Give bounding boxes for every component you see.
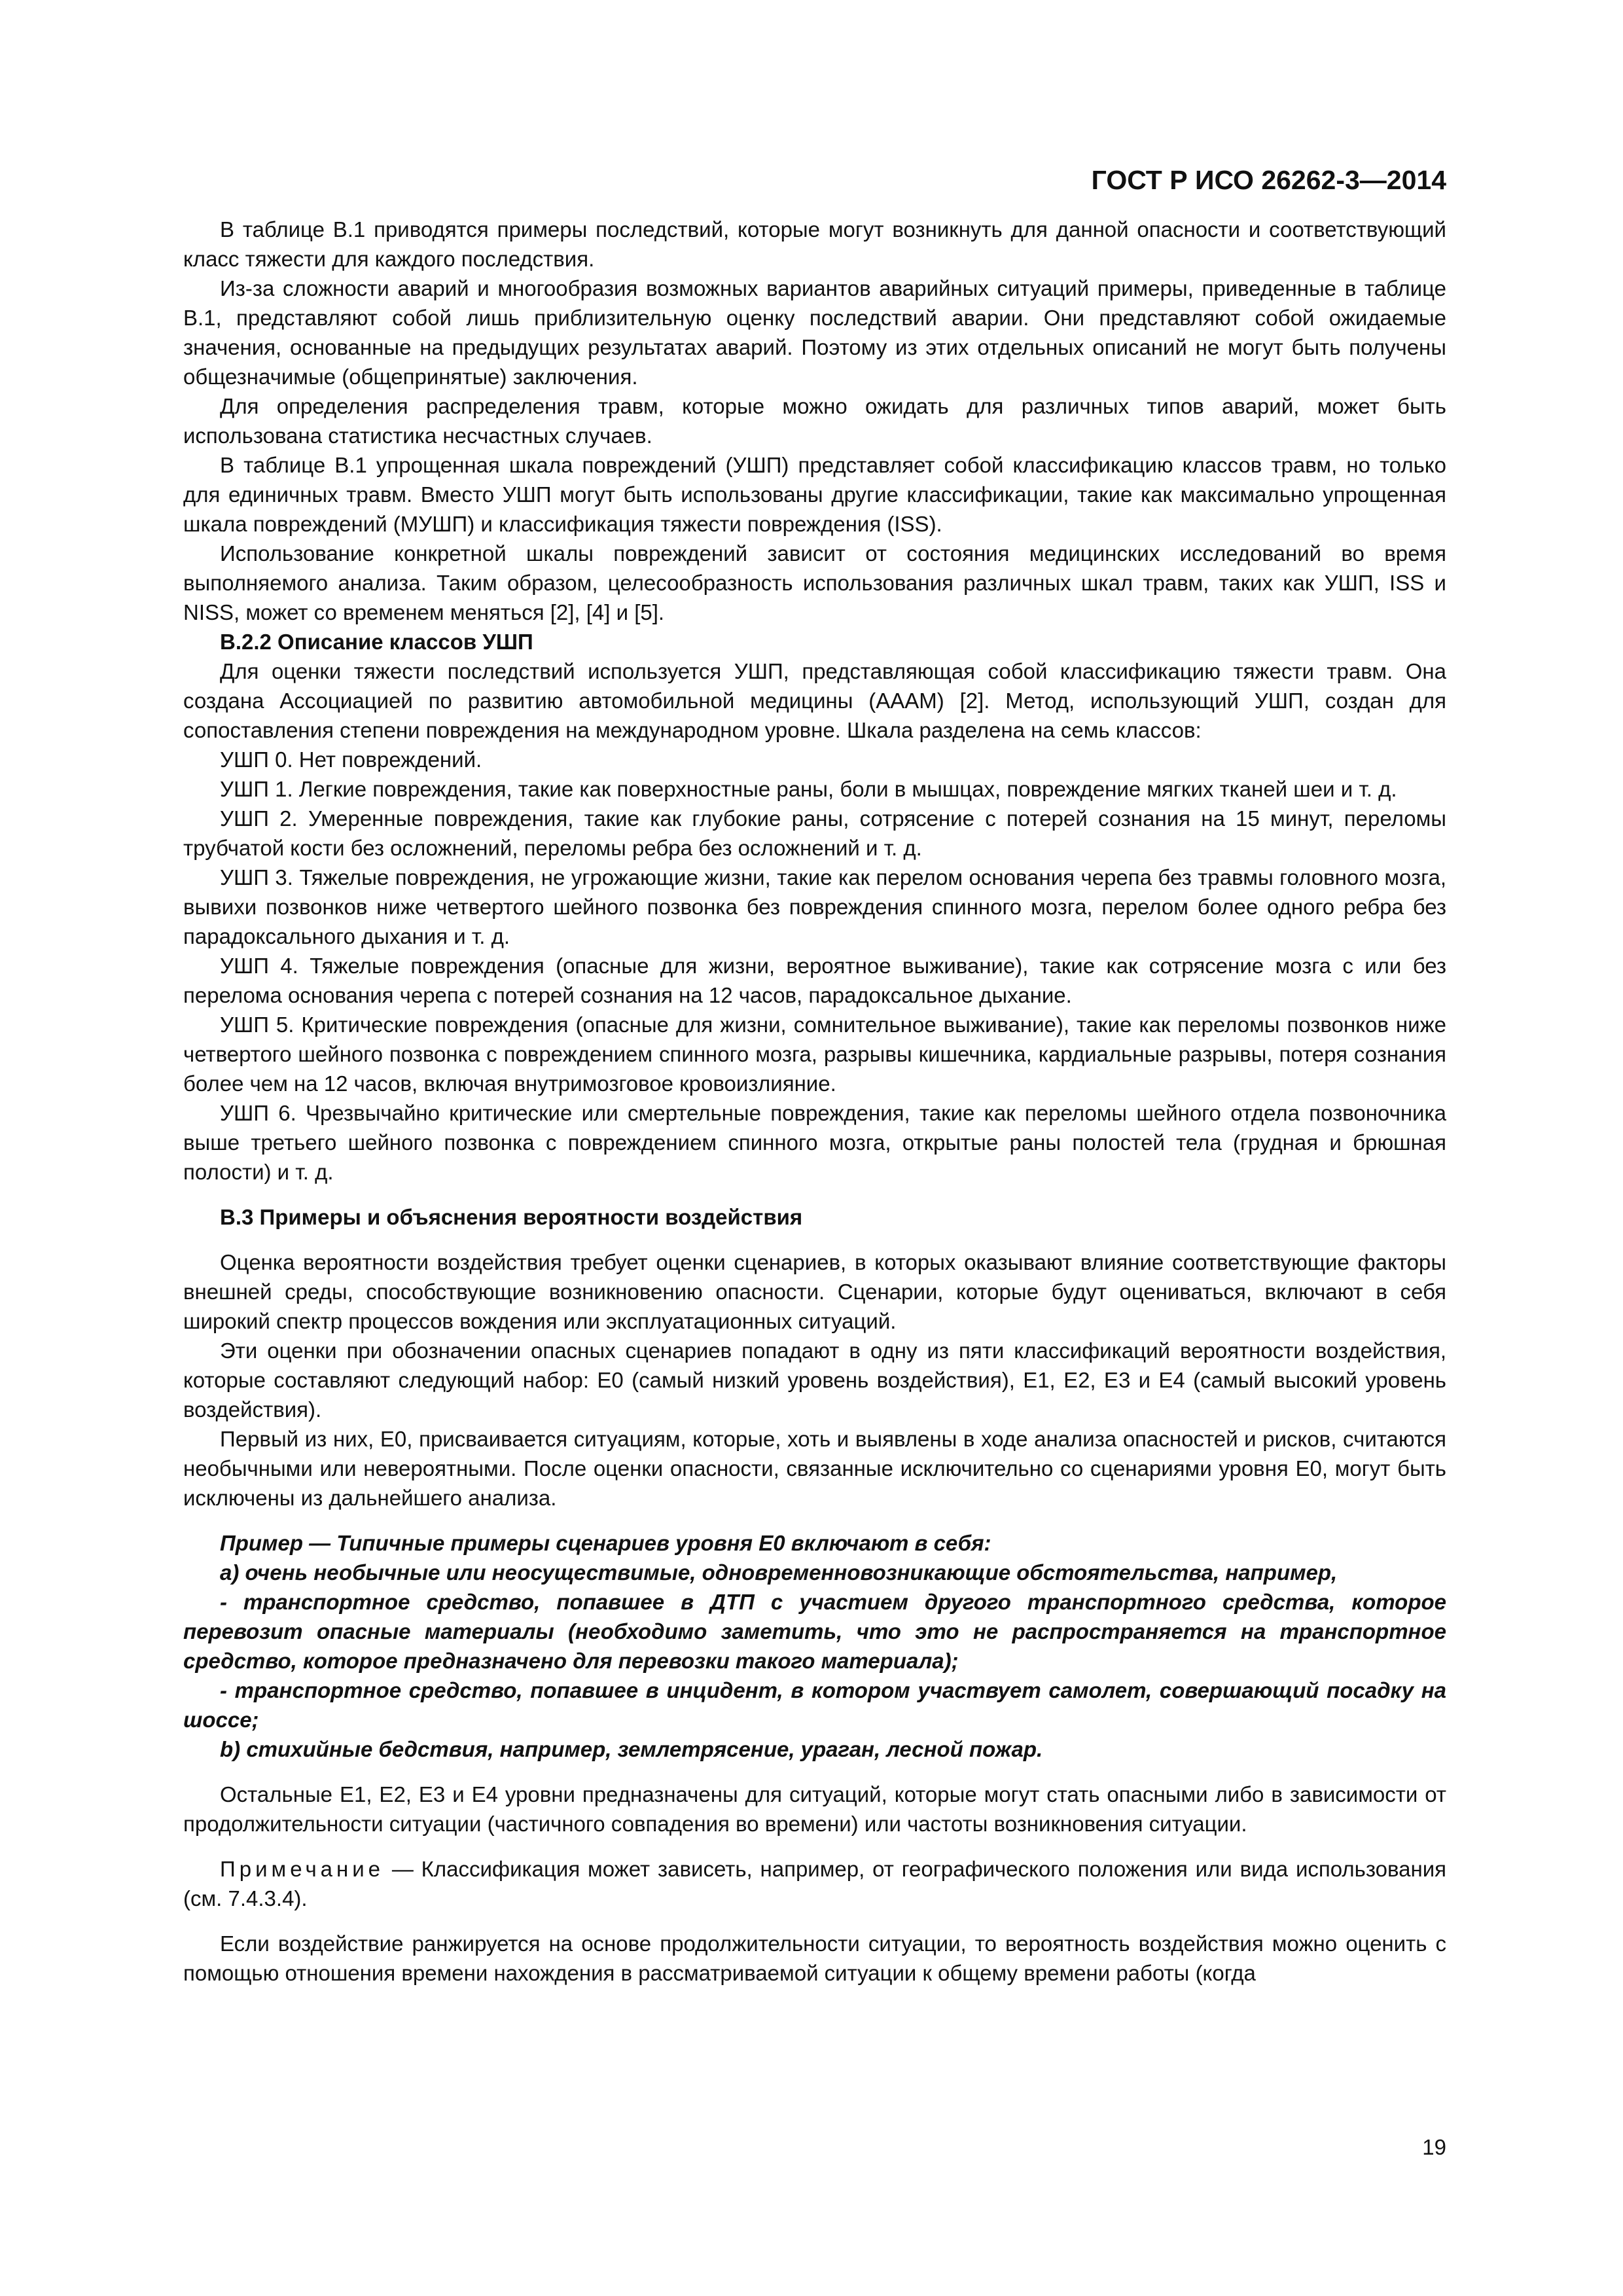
note-label: Примечание <box>220 1857 385 1881</box>
paragraph: Остальные E1, E2, E3 и E4 уровни предназначены для ситуаций, которые могут стать опасными либо в зависимости от продолжительности ситуации (частичного совпадения во времени) или частоты возникновения ситуации. <box>183 1782 1446 1836</box>
paragraph: Для оценки тяжести последствий используется УШП, представляющая собой классификацию тяжести травм. Она создана Ассоциацией по развитию автомобильной медицины (AAAM) [2]. Метод, использующий УШП, создан для сопоставления степени повреждения на международном уровне. Шкала разделена на семь классов: <box>183 659 1446 742</box>
ushp-class-1: УШП 1. Легкие повреждения, такие как поверхностные раны, боли в мышцах, повреждение мягких тканей шеи и т. д. <box>220 777 1397 801</box>
ushp-class-6: УШП 6. Чрезвычайно критические или смертельные повреждения, такие как переломы шейного отдела позвоночника выше третьего шейного позвонка с повреждением спинного мозга, открытые раны полостей тела (грудная и брюшная полости) и т. д. <box>183 1101 1446 1184</box>
ushp-class-2: УШП 2. Умеренные повреждения, такие как глубокие раны, сотрясение с потерей сознания на 15 минут, переломы трубчатой кости без осложнений, переломы ребра без осложнений и т. д. <box>183 806 1446 860</box>
example-block <box>183 1528 1446 1764</box>
section-heading-b3: В.3 Примеры и объяснения вероятности воздействия <box>220 1205 803 1229</box>
example-item-a: а) очень необычные или неосуществимые, одновременновозникающие обстоятельства, например, <box>220 1560 1338 1585</box>
section-heading-b22: В.2.2 Описание классов УШП <box>220 630 533 654</box>
document-body <box>183 215 1446 1988</box>
document-page <box>183 157 1446 2251</box>
paragraph: Оценка вероятности воздействия требует оценки сценариев, в которых оказывают влияние соответствующие факторы внешней среды, способствующие возникновению опасности. Сценарии, которые будут оцениваться, включают в себя широкий спектр процессов вождения или эксплуатационных ситуаций. <box>183 1250 1446 1333</box>
paragraph: В таблице В.1 приводятся примеры последствий, которые могут возникнуть для данной опасности и соответствующий класс тяжести для каждого последствия. <box>183 217 1446 271</box>
ushp-class-4: УШП 4. Тяжелые повреждения (опасные для жизни, вероятное выживание), такие как сотрясение мозга с или без перелома основания черепа с потерей сознания на 12 часов, парадоксальное дыхание. <box>183 954 1446 1007</box>
paragraph: Для определения распределения травм, которые можно ожидать для различных типов аварий, может быть использована статистика несчастных случаев. <box>183 394 1446 448</box>
ushp-class-0: УШП 0. Нет повреждений. <box>220 747 482 772</box>
example-title: Пример — Типичные примеры сценариев уровня E0 включают в себя: <box>220 1531 991 1555</box>
paragraph: Из-за сложности аварий и многообразия возможных вариантов аварийных ситуаций примеры, приведенные в таблице В.1, представляют собой лишь приблизительную оценку последствий аварии. Они представляют собой ожидаемые значения, основанные на предыдущих результатах аварий. Поэтому из этих отдельных описаний не могут быть получены общезначимые (общепринятые) заключения. <box>183 276 1446 389</box>
example-item-b: b) стихийные бедствия, например, землетрясение, ураган, лесной пожар. <box>220 1737 1043 1761</box>
page-number: 19 <box>1422 2135 1446 2159</box>
paragraph: Первый из них, E0, присваивается ситуациям, которые, хоть и выявлены в ходе анализа опасностей и рисков, считаются необычными или невероятными. После оценки опасности, связанные исключительно со сценариями уровня E0, могут быть исключены из дальнейшего анализа. <box>183 1427 1446 1510</box>
note-text: — Классификация может зависеть, например, от географического положения или вида использования (см. 7.4.3.4). <box>183 1857 1446 1910</box>
paragraph: Использование конкретной шкалы повреждений зависит от состояния медицинских исследований во время выполняемого анализа. Таким образом, целесообразность использования различных шкал травм, таких как УШП, ISS и NISS, может со временем меняться [2], [4] и [5]. <box>183 541 1446 624</box>
document-id-header: ГОСТ Р ИСО 26262-3—2014 <box>1091 165 1446 195</box>
note <box>183 1854 1446 1913</box>
paragraph: Если воздействие ранжируется на основе продолжительности ситуации, то вероятность воздействия можно оценить с помощью отношения времени нахождения в рассматриваемой ситуации к общему времени работы (когда <box>183 1931 1446 1985</box>
example-dash-item: - транспортное средство, попавшее в инцидент, в котором участвует самолет, совершающий посадку на шоссе; <box>183 1678 1446 1732</box>
paragraph: Эти оценки при обозначении опасных сценариев попадают в одну из пяти классификаций вероятности воздействия, которые составляют следующий набор: E0 (самый низкий уровень воздействия), E1, E2, E3 и E4 (самый высокий уровень воздействия). <box>183 1338 1446 1422</box>
example-dash-item: - транспортное средство, попавшее в ДТП с участием другого транспортного средства, которое перевозит опасные материалы (необходимо заметить, что это не распространяется на транспортное средство, которое предназначено для перевозки такого материала); <box>183 1590 1446 1673</box>
ushp-class-5: УШП 5. Критические повреждения (опасные для жизни, сомнительное выживание), такие как переломы позвонков ниже четвертого шейного позвонка с повреждением спинного мозга, разрывы кишечника, кардиальные разрывы, потеря сознания более чем на 12 часов, включая внутримозговое кровоизлияние. <box>183 1013 1446 1096</box>
ushp-class-3: УШП 3. Тяжелые повреждения, не угрожающие жизни, такие как перелом основания черепа без травмы головного мозга, вывихи позвонков ниже четвертого шейного позвонка без повреждения спинного мозга, перелом более одного ребра без парадоксального дыхания и т. д. <box>183 865 1446 948</box>
paragraph: В таблице В.1 упрощенная шкала повреждений (УШП) представляет собой классификацию классов травм, но только для единичных травм. Вместо УШП могут быть использованы другие классификации, такие как максимально упрощенная шкала повреждений (МУШП) и классификация тяжести повреждения (ISS). <box>183 453 1446 536</box>
